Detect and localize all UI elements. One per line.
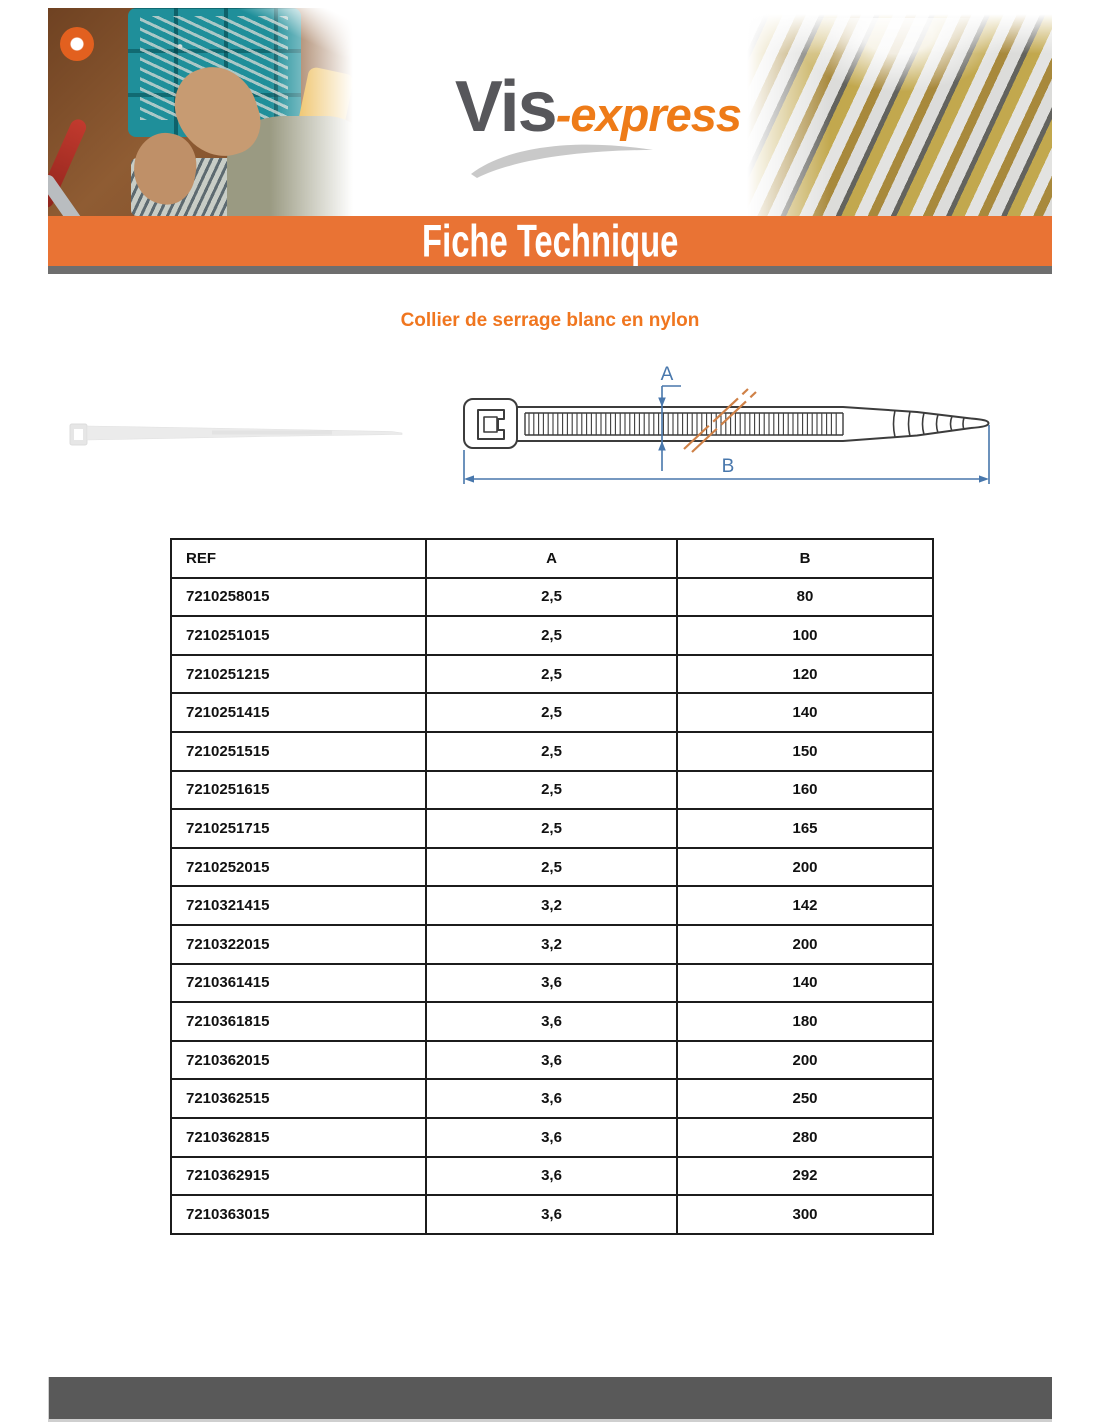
product-title: Collier de serrage blanc en nylon: [400, 310, 700, 331]
value-cell: 80: [677, 578, 933, 617]
serration-ticks: [529, 413, 836, 435]
technical-drawing: [455, 358, 1000, 493]
value-cell: 180: [677, 1002, 933, 1041]
ref-cell: 7210251715: [171, 809, 426, 848]
col-header-ref: REF: [171, 539, 426, 578]
value-cell: 140: [677, 964, 933, 1003]
table-row: [171, 693, 933, 732]
value-cell: 3,6: [426, 1079, 677, 1118]
value-cell: 3,6: [426, 1157, 677, 1196]
ref-cell: 7210361815: [171, 1002, 426, 1041]
footer-bar: [48, 1377, 1052, 1422]
table-row: [171, 616, 933, 655]
cable-tie-head-slot: [74, 429, 83, 440]
strap-tip: [971, 419, 989, 429]
ref-cell: 7210362515: [171, 1079, 426, 1118]
drawing-pawl: [478, 410, 504, 439]
value-cell: 2,5: [426, 848, 677, 887]
ref-cell: 7210251415: [171, 693, 426, 732]
col-header-b: B: [677, 539, 933, 578]
table-header-row: [171, 539, 933, 578]
table-row: [171, 1118, 933, 1157]
logo-text-express: -express: [555, 88, 742, 141]
value-cell: 140: [677, 693, 933, 732]
vis-express-logo: [403, 8, 793, 216]
table-row: [171, 848, 933, 887]
value-cell: 120: [677, 655, 933, 694]
col-header-a: A: [426, 539, 677, 578]
dim-a-label: A: [660, 364, 674, 385]
table-row: [171, 771, 933, 810]
dim-b-arrow-left: [464, 475, 474, 482]
table-row: [171, 809, 933, 848]
value-cell: 142: [677, 886, 933, 925]
table-row: [171, 578, 933, 617]
drawing-head: [464, 399, 517, 448]
value-cell: 150: [677, 732, 933, 771]
dim-b-arrow-right: [979, 475, 989, 482]
ref-cell: 7210362015: [171, 1041, 426, 1080]
value-cell: 2,5: [426, 616, 677, 655]
value-cell: 2,5: [426, 771, 677, 810]
ref-cell: 7210322015: [171, 925, 426, 964]
dimensions-table: [170, 538, 934, 1235]
logo-swoosh: [467, 136, 667, 181]
table-body: [171, 578, 933, 1234]
fiche-technique-banner: [48, 216, 1052, 266]
value-cell: 250: [677, 1079, 933, 1118]
serration-tick-lines: [529, 413, 836, 435]
table-row: [171, 1195, 933, 1234]
value-cell: 3,6: [426, 1041, 677, 1080]
value-cell: 100: [677, 616, 933, 655]
white-fade-overlay: [48, 8, 356, 216]
value-cell: 2,5: [426, 809, 677, 848]
value-cell: 2,5: [426, 693, 677, 732]
value-cell: 280: [677, 1118, 933, 1157]
table-row: [171, 655, 933, 694]
ref-cell: 7210251015: [171, 616, 426, 655]
logo-text-vis: Vis: [454, 67, 556, 147]
table-row: [171, 886, 933, 925]
value-cell: 2,5: [426, 578, 677, 617]
value-cell: 3,2: [426, 925, 677, 964]
header-collage: [48, 8, 1052, 216]
value-cell: 165: [677, 809, 933, 848]
ref-cell: 7210362815: [171, 1118, 426, 1157]
table-row: [171, 964, 933, 1003]
ref-cell: 7210363015: [171, 1195, 426, 1234]
value-cell: 200: [677, 925, 933, 964]
value-cell: 160: [677, 771, 933, 810]
white-fade-overlay: [744, 8, 1052, 216]
value-cell: 292: [677, 1157, 933, 1196]
value-cell: 200: [677, 848, 933, 887]
ref-cell: 7210251515: [171, 732, 426, 771]
value-cell: 2,5: [426, 655, 677, 694]
table-row: [171, 1041, 933, 1080]
table-row: [171, 1079, 933, 1118]
banner-divider-bar: [48, 266, 1052, 274]
value-cell: 2,5: [426, 732, 677, 771]
ref-cell: 7210362915: [171, 1157, 426, 1196]
value-cell: 300: [677, 1195, 933, 1234]
drawing-pawl-slot: [484, 417, 497, 432]
banner-title: Fiche Technique: [421, 215, 679, 266]
pile-of-screws-photo: [744, 8, 1052, 216]
table-row: [171, 1002, 933, 1041]
ref-cell: 7210258015: [171, 578, 426, 617]
value-cell: 3,6: [426, 1002, 677, 1041]
dim-a-arrow-down: [658, 398, 666, 408]
ref-cell: 7210251215: [171, 655, 426, 694]
table-row: [171, 732, 933, 771]
value-cell: 3,6: [426, 1118, 677, 1157]
cable-tie-photo: [62, 410, 412, 462]
value-cell: 200: [677, 1041, 933, 1080]
value-cell: 3,2: [426, 886, 677, 925]
hands-sorting-screws-photo: [48, 8, 356, 216]
ref-cell: 7210321415: [171, 886, 426, 925]
dim-a-arrow-up: [658, 441, 666, 451]
dim-b-label: B: [721, 456, 735, 477]
ref-cell: 7210252015: [171, 848, 426, 887]
ref-cell: 7210251615: [171, 771, 426, 810]
ref-cell: 7210361415: [171, 964, 426, 1003]
table-row: [171, 925, 933, 964]
cable-tie-serrations: [212, 431, 332, 435]
value-cell: 3,6: [426, 1195, 677, 1234]
table-row: [171, 1157, 933, 1196]
value-cell: 3,6: [426, 964, 677, 1003]
